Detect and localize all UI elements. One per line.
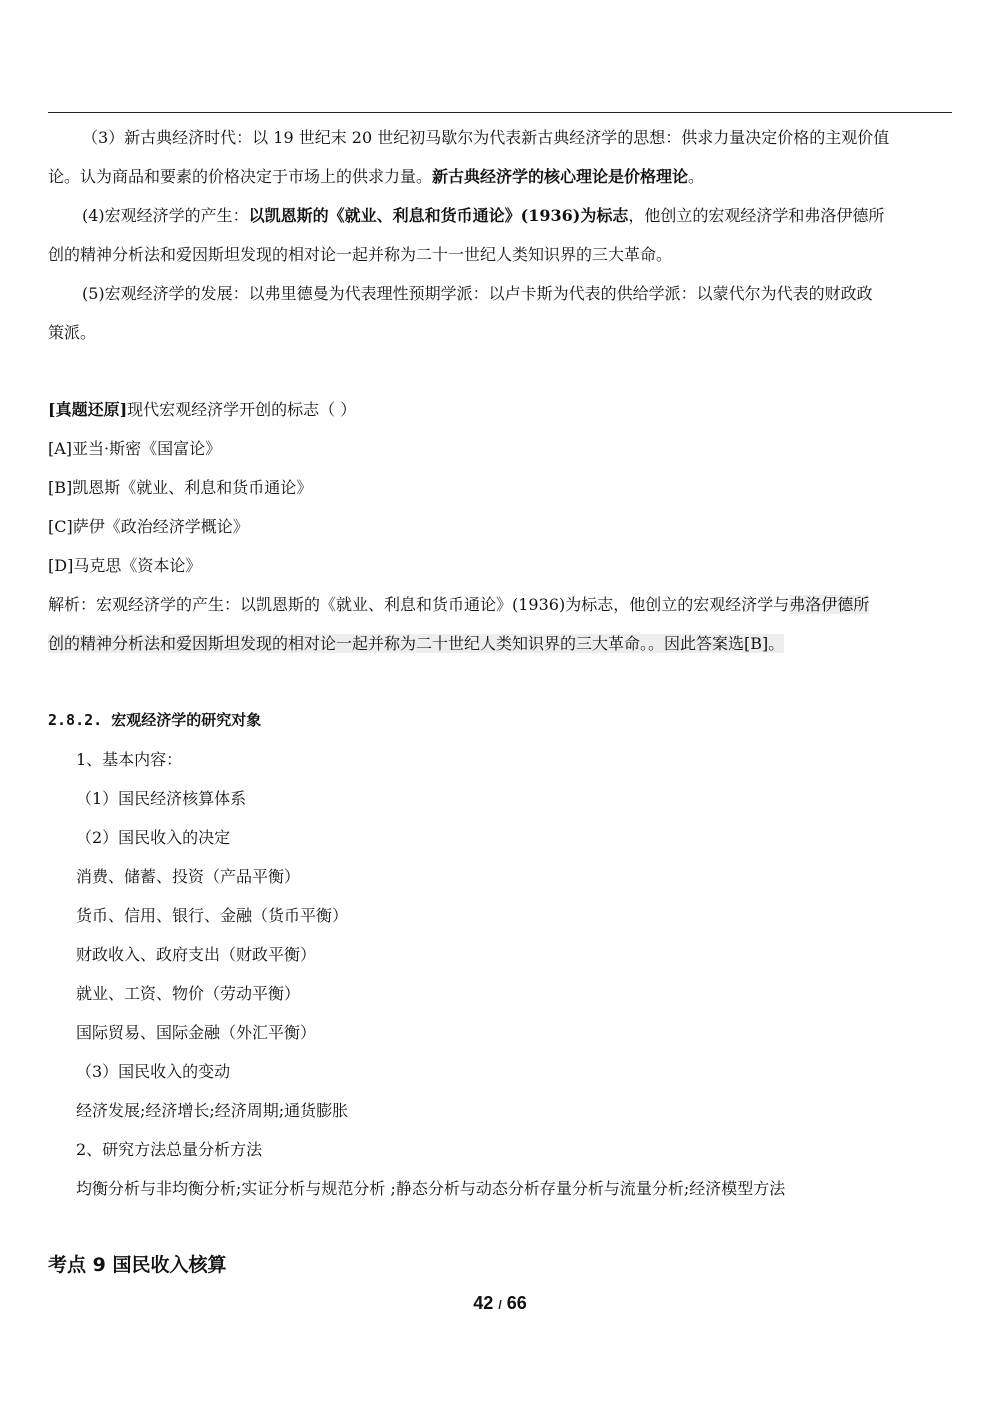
- page-content: [48, 118, 952, 1285]
- total-pages: 66: [506, 1293, 527, 1313]
- macro-birth-prefix: (4)宏观经济学的产生：: [82, 206, 249, 225]
- analysis-highlight-2: 创的精神分析法和爱因斯坦发现的相对论一起并称为二十世纪人类知识界的三大革命。。因此答案选[B]。: [48, 634, 785, 653]
- neoclassical-core-theory: 新古典经济学的核心理论是价格理论: [432, 167, 689, 186]
- analysis-text: 解析：宏观经济学的产生：以凯恩斯的《就业、利息和货币通论》(1936)为标志，他创立的宏观经济学与: [48, 595, 790, 614]
- list-item: 货币、信用、银行、金融（货币平衡）: [76, 906, 349, 925]
- current-page: 42: [473, 1293, 494, 1313]
- analysis-line1: [48, 585, 952, 624]
- exam-question-text: 现代宏观经济学开创的标志（ ）: [127, 400, 357, 419]
- list-item: 均衡分析与非均衡分析;实证分析与规范分析 ;静态分析与动态分析存量分析与流量分析;经济模型方法: [76, 1179, 786, 1198]
- para-macro-dev-line2: 策派。: [48, 323, 97, 342]
- macro-birth-suffix: ，他创立的宏观经济学和弗洛伊德所: [628, 206, 885, 225]
- neoclassical-text: 论。认为商品和要素的价格决定于市场上的供求力量。: [48, 167, 433, 186]
- macro-birth-landmark: 以凯恩斯的《就业、利息和货币通论》(1936)为标志: [248, 206, 629, 225]
- para-macro-birth-line2: 创的精神分析法和爱因斯坦发现的相对论一起并称为二十一世纪人类知识界的三大革命。: [48, 245, 673, 264]
- option-b: [B]凯恩斯《就业、利息和货币通论》: [48, 478, 313, 497]
- neoclassical-end: 。: [688, 167, 705, 186]
- list-item: （3）国民收入的变动: [76, 1062, 231, 1081]
- para-macro-birth-line1: [48, 196, 952, 235]
- option-c: [C]萨伊《政治经济学概论》: [48, 517, 249, 536]
- list-item: （2）国民收入的决定: [76, 828, 231, 847]
- para-neoclassical-line1: （3）新古典经济时代：以 19 世纪末 20 世纪初马歇尔为代表新古典经济学的思想：供求力量决定价格的主观价值: [82, 128, 890, 147]
- para-macro-dev-line1: (5)宏观经济学的发展：以弗里德曼为代表理性预期学派：以卢卡斯为代表的供给学派：以蒙代尔为代表的财政政: [82, 284, 873, 303]
- option-d: [D]马克思《资本论》: [48, 556, 202, 575]
- list-item: 经济发展;经济增长;经济周期;通货膨胀: [76, 1101, 349, 1120]
- section-heading-282: 2.8.2. 宏观经济学的研究对象: [48, 711, 262, 729]
- list-item: （1）国民经济核算体系: [76, 789, 247, 808]
- para-neoclassical-line2: [48, 157, 952, 196]
- analysis-highlight: 弗洛伊德所: [789, 595, 870, 614]
- list-item: 2、研究方法总量分析方法: [76, 1140, 263, 1159]
- option-a: [A]亚当·斯密《国富论》: [48, 439, 222, 458]
- section-heading-kaodian9: 考点 9 国民收入核算: [48, 1254, 227, 1276]
- analysis-line2: [48, 624, 952, 663]
- page-number: [0, 1293, 1000, 1314]
- exam-tag: [真题还原]: [48, 400, 128, 419]
- list-item: 消费、储蓄、投资（产品平衡）: [76, 867, 301, 886]
- exam-question: [48, 390, 952, 429]
- list-item: 就业、工资、物价（劳动平衡）: [76, 984, 301, 1003]
- page-separator: /: [498, 1298, 502, 1312]
- list-item: 财政收入、政府支出（财政平衡）: [76, 945, 317, 964]
- header-rule: [48, 112, 952, 113]
- list-item: 国际贸易、国际金融（外汇平衡）: [76, 1023, 317, 1042]
- list-item: 1、基本内容：: [76, 750, 183, 769]
